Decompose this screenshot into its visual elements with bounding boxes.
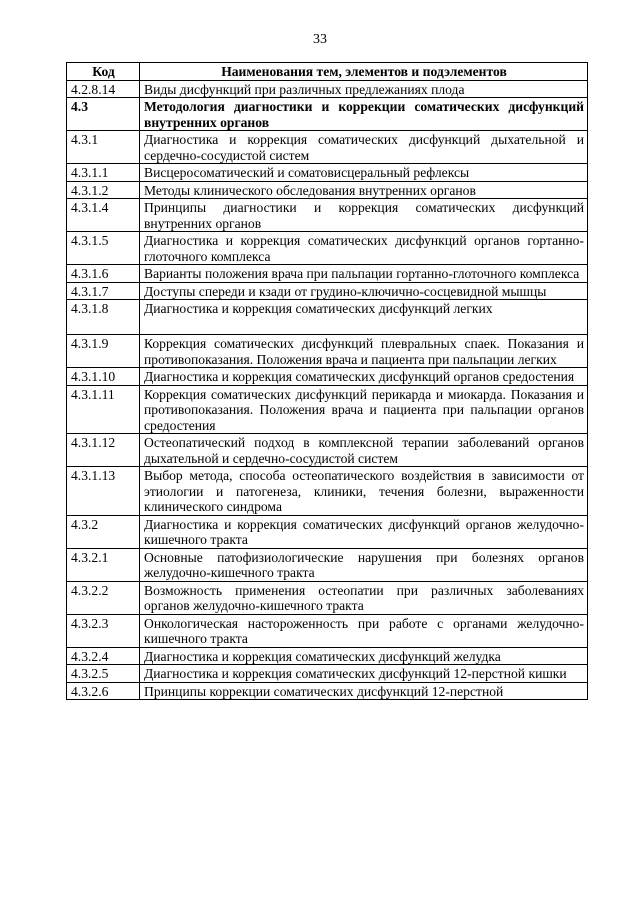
table-row xyxy=(67,131,588,164)
table-row xyxy=(67,614,588,647)
table-row xyxy=(67,434,588,467)
row-name: Доступы спереди и кзади от грудино-ключично-сосцевидной мышцы xyxy=(140,282,588,300)
row-name: Остеопатический подход в комплексной терапии заболеваний органов дыхательной и сердечно-сосудистой систем xyxy=(140,434,588,467)
table-row xyxy=(67,80,588,98)
row-code: 4.3.2.2 xyxy=(67,581,140,614)
header-name: Наименования тем, элементов и подэлементов xyxy=(140,63,588,81)
table-row xyxy=(67,164,588,182)
row-code: 4.3 xyxy=(67,98,140,131)
row-name: Диагностика и коррекция соматических дисфункций легких xyxy=(140,300,588,335)
row-code: 4.3.2.4 xyxy=(67,647,140,665)
row-name: Принципы диагностики и коррекция соматических дисфункций внутренних органов xyxy=(140,199,588,232)
row-name: Возможность применения остеопатии при различных заболеваниях органов желудочно-кишечного тракта xyxy=(140,581,588,614)
table-row xyxy=(67,282,588,300)
row-code: 4.3.1.2 xyxy=(67,181,140,199)
table-row xyxy=(67,515,588,548)
row-name: Принципы коррекции соматических дисфункций 12-перстной xyxy=(140,682,588,700)
row-code: 4.3.1.1 xyxy=(67,164,140,182)
row-code: 4.3.2.5 xyxy=(67,665,140,683)
table-row xyxy=(67,300,588,335)
row-code: 4.3.1.10 xyxy=(67,368,140,386)
row-name: Методология диагностики и коррекции соматических дисфункций внутренних органов xyxy=(140,98,588,131)
table-row xyxy=(67,385,588,434)
table-row xyxy=(67,335,588,368)
row-name: Диагностика и коррекция соматических дисфункций органов средостения xyxy=(140,368,588,386)
table-row xyxy=(67,368,588,386)
row-code: 4.3.2.3 xyxy=(67,614,140,647)
table-row xyxy=(67,581,588,614)
row-code: 4.3.1.5 xyxy=(67,232,140,265)
row-name: Методы клинического обследования внутренних органов xyxy=(140,181,588,199)
row-name: Диагностика и коррекция соматических дисфункций дыхательной и сердечно-сосудистой систем xyxy=(140,131,588,164)
row-code: 4.2.8.14 xyxy=(67,80,140,98)
table-row xyxy=(67,232,588,265)
row-name: Коррекция соматических дисфункций перикарда и миокарда. Показания и противопоказания. Положения врача и пациента при пальпации органов средостения xyxy=(140,385,588,434)
row-name: Основные патофизиологические нарушения при болезнях органов желудочно-кишечного тракта xyxy=(140,548,588,581)
header-code: Код xyxy=(67,63,140,81)
row-name: Диагностика и коррекция соматических дисфункций желудка xyxy=(140,647,588,665)
row-name: Диагностика и коррекция соматических дисфункций органов гортанно-глоточного комплекса xyxy=(140,232,588,265)
row-name: Диагностика и коррекция соматических дисфункций 12-перстной кишки xyxy=(140,665,588,683)
table-row xyxy=(67,265,588,283)
row-code: 4.3.1.8 xyxy=(67,300,140,335)
row-code: 4.3.1.7 xyxy=(67,282,140,300)
row-code: 4.3.1 xyxy=(67,131,140,164)
row-name: Коррекция соматических дисфункций плевральных спаек. Показания и противопоказания. Положения врача и пациента при пальпации легких xyxy=(140,335,588,368)
table-row xyxy=(67,647,588,665)
row-code: 4.3.2.6 xyxy=(67,682,140,700)
row-name: Висцеросоматический и соматовисцеральный рефлексы xyxy=(140,164,588,182)
row-name: Выбор метода, способа остеопатического воздействия в зависимости от этиологии и патогенеза, клиники, течения болезни, выраженности клинического синдрома xyxy=(140,467,588,516)
table-row xyxy=(67,467,588,516)
table-row xyxy=(67,665,588,683)
row-code: 4.3.2.1 xyxy=(67,548,140,581)
page-number: 33 xyxy=(313,32,327,47)
row-code: 4.3.1.13 xyxy=(67,467,140,516)
row-code: 4.3.1.4 xyxy=(67,199,140,232)
row-code: 4.3.1.12 xyxy=(67,434,140,467)
table-row xyxy=(67,548,588,581)
table-row xyxy=(67,682,588,700)
table-header-row xyxy=(67,63,588,81)
row-name: Онкологическая настороженность при работе с органами желудочно-кишечного тракта xyxy=(140,614,588,647)
table-row xyxy=(67,98,588,131)
row-name: Варианты положения врача при пальпации гортанно-глоточного комплекса xyxy=(140,265,588,283)
table-row xyxy=(67,199,588,232)
row-code: 4.3.1.11 xyxy=(67,385,140,434)
row-name: Виды дисфункций при различных предлежаниях плода xyxy=(140,80,588,98)
curriculum-table xyxy=(66,62,588,700)
row-code: 4.3.1.6 xyxy=(67,265,140,283)
row-name: Диагностика и коррекция соматических дисфункций органов желудочно-кишечного тракта xyxy=(140,515,588,548)
row-code: 4.3.1.9 xyxy=(67,335,140,368)
row-code: 4.3.2 xyxy=(67,515,140,548)
table-row xyxy=(67,181,588,199)
